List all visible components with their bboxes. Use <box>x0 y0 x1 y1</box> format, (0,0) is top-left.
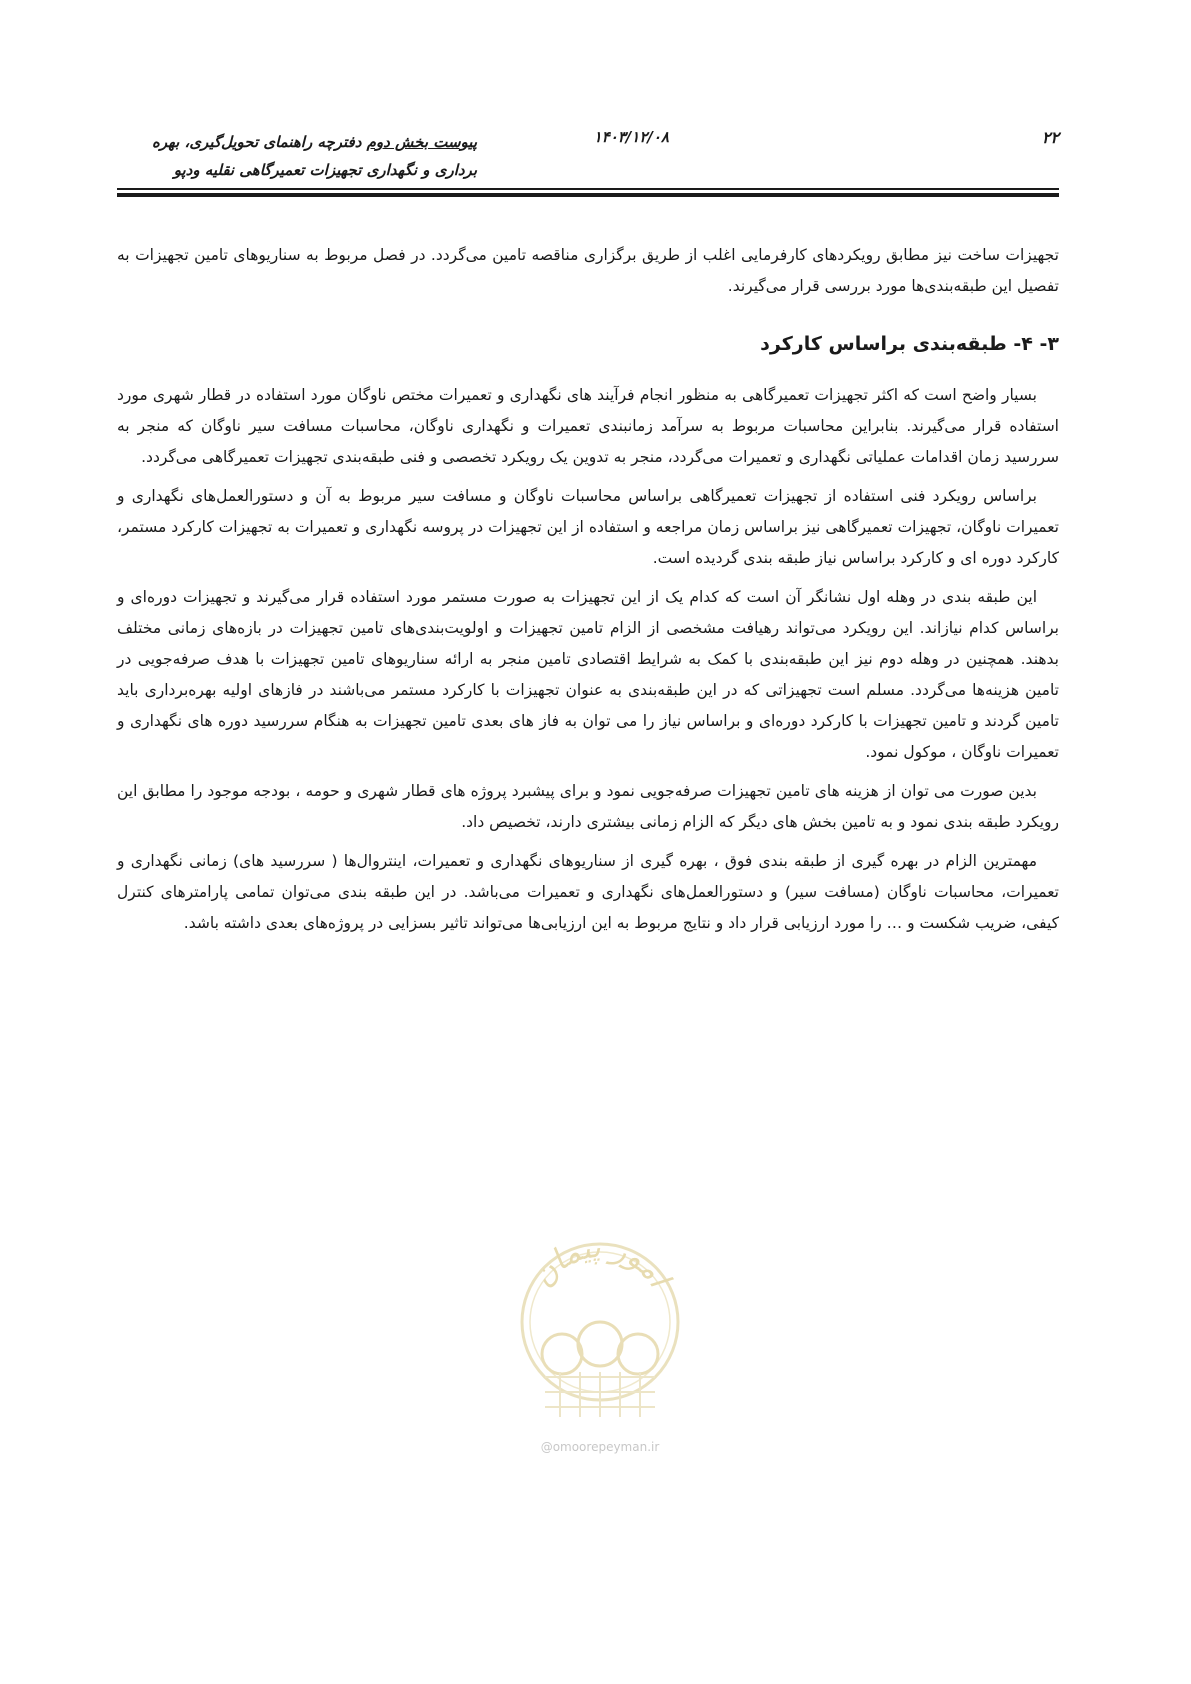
header-title <box>117 128 477 184</box>
watermark-url: @omoorepeyman.ir <box>540 1440 660 1454</box>
header-divider-thin <box>117 188 1059 190</box>
watermark-logo <box>500 1222 700 1467</box>
header-divider-thick <box>117 193 1059 197</box>
page-number: ۲۲ <box>1041 128 1059 147</box>
section-heading: ۳- ۴- طبقه‌بندی براساس کارکرد <box>760 333 1059 355</box>
header-date: ۱۴۰۳/۱۲/۰۸ <box>593 128 669 146</box>
page-body <box>117 240 1059 947</box>
header-title-underlined: پیوست بخش دوم <box>366 133 477 151</box>
body-paragraph: بدین صورت می توان از هزینه های تامین تجهیزات صرفه‌جویی نمود و برای پیشبرد پروژه های قطار شهری و حومه ، بودجه موجود را مطابق این رویکرد طبقه بندی نمود و به تامین بخش های دیگر که الزام زمانی بیشتری دارند، تخصیص داد. <box>117 782 1059 831</box>
page-header <box>117 128 1059 188</box>
header-title-line1: دفترچه راهنمای تحویل‌گیری، بهره <box>152 133 367 151</box>
intro-paragraph: تجهیزات ساخت نیز مطابق رویکردهای کارفرمایی اغلب از طریق برگزاری مناقصه تامین می‌گردد. در فصل مربوط به سناریوهای تامین تجهیزات به تفصیل این طبقه‌بندی‌ها مورد بررسی قرار می‌گیرند. <box>117 246 1059 295</box>
body-paragraph: بسیار واضح است که اکثر تجهیزات تعمیرگاهی به منظور انجام فرآیند های نگهداری و تعمیرات مختص ناوگان مورد استفاده در قطار شهری مورد استفاده قرار می‌گیرند. بنابراین محاسبات مربوط به سرآمد زمانبندی تعمیرات و نگهداری ناوگان، محاسبات مسافت سیر ناوگان که منجر به سررسید زمان اقدامات عملیاتی نگهداری و تعمیرات می‌گردد، منجر به تدوین یک رویکرد تخصصی و فنی طبقه‌بندی تجهیزات تعمیرگاهی می‌گردد. <box>117 386 1059 466</box>
watermark-seal-icon <box>500 1222 700 1437</box>
header-title-line2: برداری و نگهداری تجهیزات تعمیرگاهی نقلیه ودپو <box>173 161 477 179</box>
body-paragraph: براساس رویکرد فنی استفاده از تجهیزات تعمیرگاهی براساس محاسبات ناوگان و مسافت سیر مربوط به آن و دستورالعمل‌های نگهداری و تعمیرات ناوگان، تجهیزات تعمیرگاهی نیز براساس زمان مراجعه و استفاده از این تجهیزات در پروسه نگهداری و تعمیرات به تجهیزات کارکرد مستمر، کارکرد دوره ای و کارکرد براساس نیاز طبقه بندی گردیده است. <box>117 487 1059 567</box>
body-paragraph: مهمترین الزام در بهره گیری از طبقه بندی فوق ، بهره گیری از سناریوهای نگهداری و تعمیرات، اینتروال‌ها ( سررسید های) زمانی نگهداری و تعمیرات، محاسبات ناوگان (مسافت سیر) و دستورالعمل‌های نگهداری و تعمیرات می‌باشد. در این طبقه بندی می‌توان تمامی پارامترهای کنترل کیفی، ضریب شکست و … را مورد ارزیابی قرار داد و نتایج مربوط به این ارزیابی‌ها می‌تواند تاثیر بسزایی در پروژه‌های بعدی داشته باشد. <box>117 852 1059 932</box>
body-paragraph: این طبقه بندی در وهله اول نشانگر آن است که کدام یک از این تجهیزات به صورت مستمر مورد استفاده قرار می‌گیرند و تجهیزات دوره‌ای و براساس کدام نیازاند. این رویکرد می‌تواند رهیافت مشخصی از الزام تامین تجهیزات و اولویت‌بندی‌های تامین تجهیزات در بازه‌های زمانی مختلف بدهند. همچنین در وهله دوم نیز این طبقه‌بندی با کمک به شرایط اقتصادی تامین منجر به ارائه سناریوهای تامین تجهیزات با هدف صرفه‌جویی در تامین هزینه‌ها می‌گردد. مسلم است تجهیزاتی که در این طبقه‌بندی به عنوان تجهیزات با کارکرد مستمر می‌باشند در فازهای اولیه بهره‌برداری باید تامین گردند و تامین تجهیزات با کارکرد دوره‌ای و براساس نیاز را می توان به فاز های بعدی تامین تجهیزات به هنگام سررسید دوره های نگهداری و تعمیرات ناوگان ، موکول نمود. <box>117 588 1059 761</box>
svg-text:امور پیمان: امور پیمان <box>524 1229 677 1294</box>
